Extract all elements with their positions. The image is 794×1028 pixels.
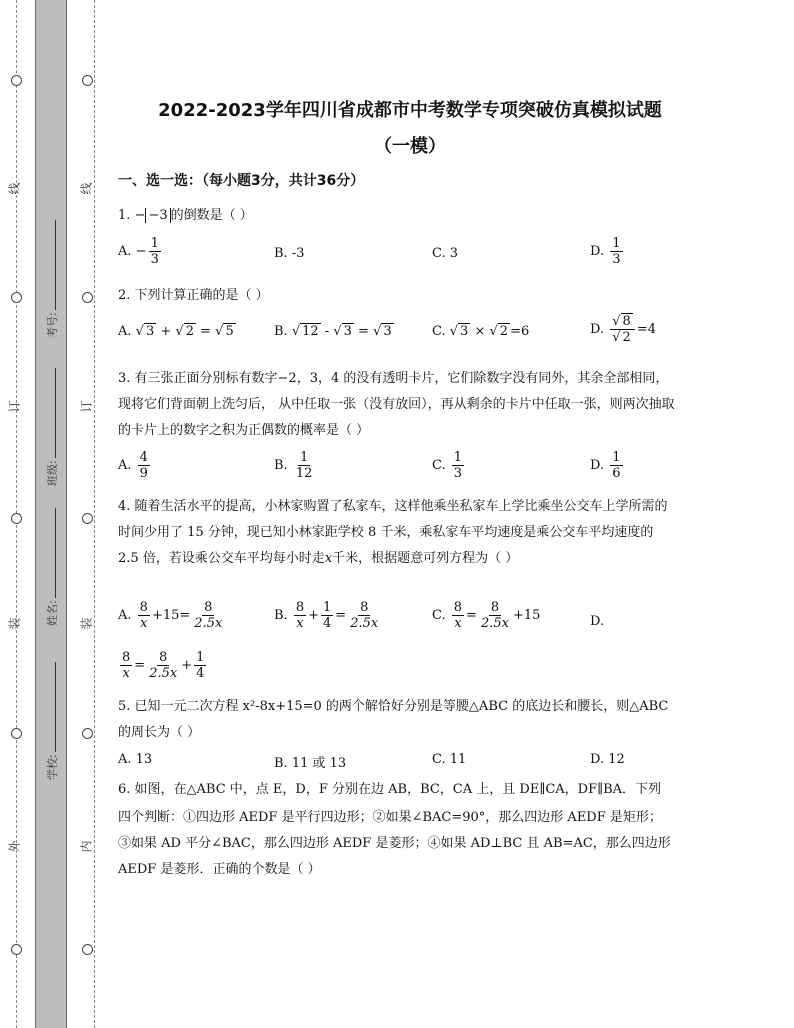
- question-6-line-4: AEDF 是菱形．正确的个数是（ ）: [118, 862, 321, 877]
- page-subtitle: （一模）: [374, 136, 446, 157]
- q4-a-label: A.: [118, 608, 132, 623]
- binding-hole: [11, 292, 22, 303]
- q1-d-label: D.: [590, 244, 605, 259]
- binding-hole: [82, 513, 93, 524]
- question-2-stem: 2. 下列计算正确的是（ ）: [118, 288, 269, 303]
- q1-d-fraction: $\frac{1}{3}$: [612, 236, 621, 267]
- question-6-line-3: ③如果 AD 平分∠BAC，那么四边形 AEDF 是菱形；④如果 AD⊥BC 且 AB=AC，那么四边形: [118, 836, 671, 851]
- q4-b-label: B.: [274, 608, 288, 623]
- q2-c-label: C.: [432, 324, 446, 339]
- q3-option-a: [118, 450, 152, 481]
- question-4-stem: [118, 494, 678, 572]
- margin-label-ding-inner: 订: [79, 400, 94, 413]
- question-1-stem: [118, 204, 253, 223]
- name-field: [44, 508, 60, 626]
- q3-a-label: A.: [118, 458, 132, 473]
- margin-label-xian-inner: 线: [79, 182, 94, 195]
- school-field: [44, 662, 60, 780]
- q3-c-fraction: $\frac{1}{3}$: [453, 450, 463, 481]
- page-title: 2022-2023学年四川省成都市中考数学专项突破仿真模拟试题: [158, 100, 662, 121]
- q1-number: 1.: [118, 208, 131, 223]
- q4-option-a: A. $\frac{8}{x}$ +15= $\frac{8}{2.5x}$: [118, 600, 223, 631]
- q1-option-d: [590, 236, 625, 267]
- q2-option-a: A. √ 3 + √ 2 = √ 5: [118, 324, 234, 339]
- margin-label-xian-outer: 线: [7, 182, 22, 195]
- q2-option-b: B. √ 12 - √ 3 = √ 3: [274, 324, 392, 339]
- binding-hole: [11, 944, 22, 955]
- question-5-stem: 5. 已知一元二次方程 x²-8x+15=0 的两个解恰好分别是等腰△ABC 的底边长和腰长，则△ABC 的周长为（ ）: [118, 699, 669, 740]
- q1-a-sign: −: [135, 244, 147, 259]
- question-6-line-2: 四个判断：①四边形 AEDF 是平行四边形；②如果∠BAC=90°，那么四边形 AEDF 是矩形；: [118, 810, 662, 825]
- q5-option-d: D. 12: [590, 752, 625, 767]
- binding-hole: [11, 75, 22, 86]
- q4-c-label: C.: [432, 608, 446, 623]
- q4-option-c: C. $\frac{8}{x}$ = $\frac{8}{2.5x}$ +15: [432, 600, 541, 631]
- q4-option-d: $\frac{8}{x}$ = $\frac{8}{2.5x}$ + $\frac{1}{4}$: [122, 650, 205, 681]
- q5-option-a: A. 13: [118, 752, 153, 767]
- margin-label-wai-outer: 外: [7, 840, 22, 853]
- q1-option-a: [118, 236, 163, 267]
- binding-hole: [82, 75, 93, 86]
- class-label: 班级:: [46, 460, 59, 486]
- school-label: 学校:: [46, 754, 59, 780]
- q3-option-d: [590, 450, 625, 481]
- q4-stem-b: 千米，根据题意可列方程为（ ）: [332, 551, 519, 566]
- inner-cut-line: [94, 0, 95, 1028]
- q3-option-c: [432, 450, 466, 481]
- q5-option-b: B. 11 或 13: [274, 756, 347, 771]
- binding-hole: [82, 944, 93, 955]
- q2-d-fraction: $\frac{√ 8}{√ 2}$: [610, 314, 635, 345]
- exam-number-label: 考号:: [46, 312, 59, 338]
- q4-stem-a: 4. 随着生活水平的提高，小林家购置了私家车，这样他乘坐私家车上学比乘坐公交车上学所需的时间少用了 15 分钟，现已知小林家距学校 8 千米，乘私家车平均速度是乘公交车平均速度的 2.5 倍，若设乘公交车平均每小时走: [118, 499, 668, 566]
- q3-d-label: D.: [590, 458, 605, 473]
- q3-a-fraction: $\frac{4}{9}$: [139, 450, 148, 481]
- q3-option-b: [274, 450, 316, 481]
- margin-label-nei-inner: 内: [79, 840, 94, 853]
- q1-option-c: C. 3: [432, 246, 459, 261]
- q4-variable: x: [324, 551, 333, 566]
- q4-option-b: B. $\frac{8}{x}$ + $\frac{1}{4}$ = $\frac{8}{2.5x}$: [274, 600, 379, 631]
- margin-label-zhuang-inner: 装: [79, 617, 94, 630]
- binding-hole: [11, 513, 22, 524]
- q3-d-fraction: $\frac{1}{6}$: [612, 450, 621, 481]
- binding-hole: [82, 292, 93, 303]
- q1-a-fraction: $\frac{1}{3}$: [150, 236, 159, 267]
- q2-option-c: C. √ 3 × √ 2 =6: [432, 324, 530, 339]
- q1-a-label: A.: [118, 244, 132, 259]
- q2-b-label: B.: [274, 324, 288, 339]
- q1-stem-text: 的倒数是（ ）: [170, 208, 253, 223]
- q2-d-label: D.: [590, 322, 605, 337]
- binding-hole: [11, 728, 22, 739]
- q3-b-fraction: $\frac{1}{12}$: [295, 450, 313, 481]
- q3-c-label: C.: [432, 458, 446, 473]
- name-label: 姓名:: [46, 600, 59, 626]
- q4-option-d-label: D.: [590, 614, 605, 629]
- q2-a-label: A.: [118, 324, 132, 339]
- q3-b-label: B.: [274, 458, 288, 473]
- exam-number-field: [44, 220, 60, 338]
- question-3-stem: 3. 有三张正面分别标有数字−2，3，4 的没有透明卡片，它们除数字没有同外，其余全部相同，现将它们背面朝上洗匀后， 从中任取一张（没有放回），再从剩余的卡片中任取一张，则两次抽取的卡片上的数字之积为正偶数的概率是（ ）: [118, 371, 675, 438]
- margin-label-zhuang-outer: 装: [7, 617, 22, 630]
- q1-prefix: −: [134, 208, 146, 223]
- binding-hole: [82, 728, 93, 739]
- q5-option-c: C. 11: [432, 752, 467, 767]
- q1-option-b: B. -3: [274, 246, 305, 261]
- section-heading: 一、选一选：（每小题3分，共计36分）: [118, 173, 365, 189]
- q1-absolute: −3: [145, 208, 170, 223]
- margin-label-ding-outer: 订: [7, 400, 22, 413]
- class-field: [44, 368, 60, 486]
- question-6-line-1: 6. 如图，在△ABC 中，点 E，D，F 分别在边 AB，BC，CA 上，且 DE∥CA，DF∥BA．下列: [118, 782, 662, 797]
- q2-option-d: D. $\frac{√ 8}{√ 2}$ =4: [590, 314, 656, 345]
